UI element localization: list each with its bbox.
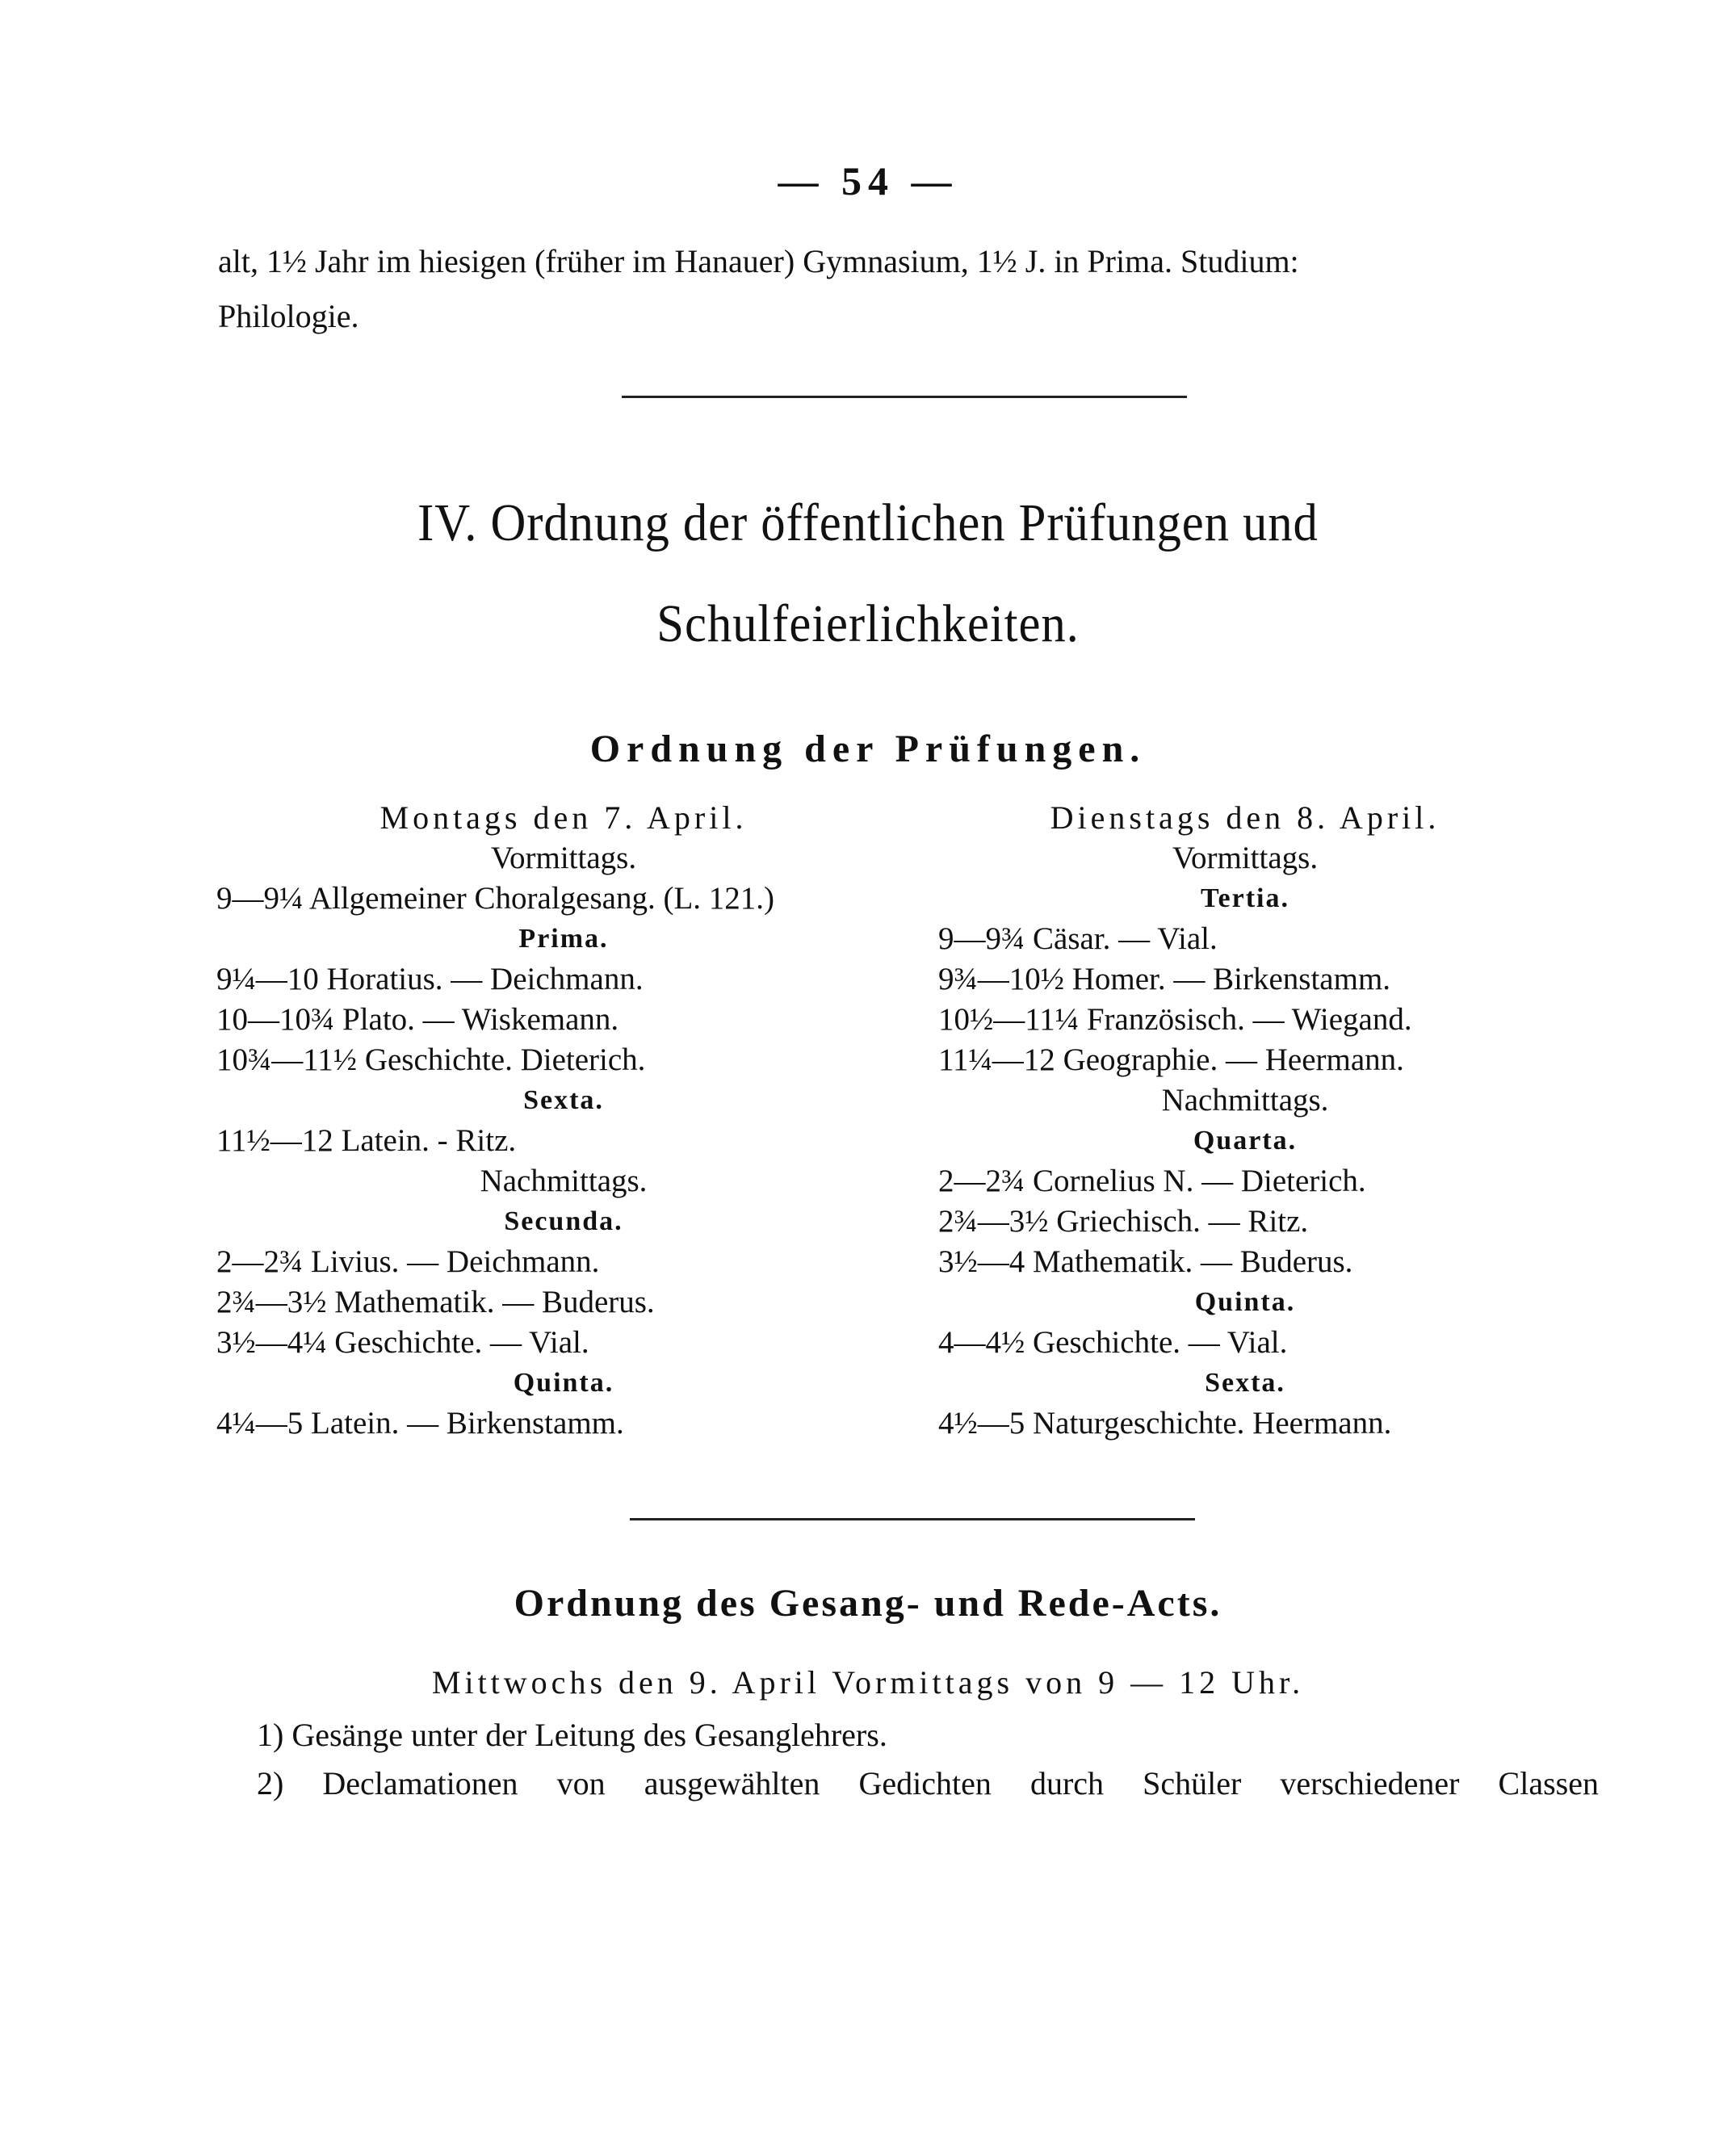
exam-time: 9¾—10½ bbox=[938, 962, 1064, 996]
divider-bottom bbox=[630, 1518, 1195, 1520]
section-title-line-1: IV. Ordnung der öffentlichen Prüfungen und bbox=[417, 493, 1319, 552]
exam-time: 4½—5 bbox=[938, 1406, 1025, 1441]
left-session-label: Vormittags. bbox=[490, 841, 637, 875]
exam-schedule-right bbox=[938, 798, 1552, 1444]
exam-time: 3½—4¼ bbox=[216, 1325, 327, 1360]
left-exam-entry bbox=[216, 1242, 911, 1282]
right-exam-entry bbox=[938, 1000, 1552, 1040]
exam-subject: Livius. — Deichmann. bbox=[303, 1244, 600, 1279]
exam-time: 10½—11¼ bbox=[938, 1002, 1080, 1037]
exams-title: Ordnung der Prüfungen. bbox=[589, 728, 1147, 770]
exam-subject: Geographie. — Heermann. bbox=[1055, 1042, 1404, 1077]
left-exam-entry bbox=[216, 1403, 911, 1444]
left-day-heading: Montags den 7. April. bbox=[379, 799, 748, 836]
exam-time: 11½—12 bbox=[216, 1123, 333, 1158]
intro-line-2: Philologie. bbox=[218, 298, 359, 334]
left-class-heading: Secunda. bbox=[504, 1206, 623, 1236]
exam-subject: Mathematik. — Buderus. bbox=[326, 1285, 655, 1319]
left-session-label: Nachmittags. bbox=[480, 1164, 648, 1198]
exam-subject: Geschichte. Dieterich. bbox=[357, 1042, 646, 1077]
exam-subject: Französisch. — Wiegand. bbox=[1079, 1002, 1412, 1037]
right-exam-entry bbox=[938, 919, 1552, 959]
left-class-heading: Sexta. bbox=[523, 1085, 604, 1115]
acts-item-2: 2) Declamationen von ausgewählten Gedichten durch Schüler verschiedener Classen bbox=[257, 1765, 1599, 1801]
right-class-heading: Tertia. bbox=[1200, 883, 1289, 913]
divider-top bbox=[622, 396, 1187, 398]
exam-time: 9¼—10 bbox=[216, 962, 319, 996]
right-exam-entry bbox=[938, 1403, 1552, 1444]
exam-subject: Plato. — Wiskemann. bbox=[334, 1002, 619, 1037]
left-class-heading: Prima. bbox=[518, 924, 609, 954]
right-exam-entry bbox=[938, 1202, 1552, 1242]
exam-time: 4—4½ bbox=[938, 1325, 1025, 1360]
exam-subject: Naturgeschichte. Heermann. bbox=[1025, 1406, 1392, 1441]
exam-time: 2¾—3½ bbox=[938, 1204, 1049, 1239]
exam-subject: Cornelius N. — Dieterich. bbox=[1025, 1164, 1366, 1198]
right-exam-entry bbox=[938, 1323, 1552, 1363]
page-number: — 54 — bbox=[778, 158, 958, 203]
right-class-heading: Quarta. bbox=[1193, 1126, 1298, 1155]
left-exam-entry bbox=[216, 1040, 911, 1080]
left-exam-entry bbox=[216, 1000, 911, 1040]
left-exam-entry bbox=[216, 1121, 911, 1161]
exam-subject: Geschichte. — Vial. bbox=[1025, 1325, 1288, 1360]
exam-time: 9—9¾ bbox=[938, 921, 1025, 956]
exam-time: 10—10¾ bbox=[216, 1002, 335, 1037]
section-title-line-2: Schulfeierlichkeiten. bbox=[656, 594, 1080, 653]
exam-subject: Griechisch. — Ritz. bbox=[1048, 1204, 1309, 1239]
exam-subject: Latein. — Birkenstamm. bbox=[303, 1406, 624, 1441]
right-session-label: Vormittags. bbox=[1172, 841, 1319, 875]
exam-schedule-left bbox=[216, 798, 911, 1444]
right-class-heading: Sexta. bbox=[1205, 1368, 1285, 1398]
exam-time: 10¾—11½ bbox=[216, 1042, 358, 1077]
right-exam-entry bbox=[938, 1040, 1552, 1080]
exam-time: 2—2¾ bbox=[216, 1244, 304, 1279]
left-exam-entry bbox=[216, 959, 911, 1000]
intro-line-1: alt, 1½ Jahr im hiesigen (früher im Hanauer) Gymnasium, 1½ J. in Prima. Studium: bbox=[218, 243, 1299, 279]
left-exam-entry bbox=[216, 879, 911, 919]
right-exam-entry bbox=[938, 959, 1552, 1000]
left-exam-entry bbox=[216, 1282, 911, 1323]
right-exam-entry bbox=[938, 1242, 1552, 1282]
exam-subject: Geschichte. — Vial. bbox=[326, 1325, 589, 1360]
exam-time: 11¼—12 bbox=[938, 1042, 1055, 1077]
exam-time: 9—9¼ bbox=[216, 881, 304, 916]
acts-item-1: 1) Gesänge unter der Leitung des Gesanglehrers. bbox=[257, 1717, 887, 1753]
exam-time: 2—2¾ bbox=[938, 1164, 1025, 1198]
right-day-heading: Dienstags den 8. April. bbox=[1050, 799, 1440, 836]
left-exam-entry bbox=[216, 1323, 911, 1363]
exam-subject: Latein. - Ritz. bbox=[333, 1123, 517, 1158]
exam-time: 2¾—3½ bbox=[216, 1285, 327, 1319]
acts-title: Ordnung des Gesang- und Rede-Acts. bbox=[514, 1582, 1222, 1625]
exam-time: 4¼—5 bbox=[216, 1406, 304, 1441]
right-class-heading: Quinta. bbox=[1194, 1287, 1296, 1317]
exam-subject: Cäsar. — Vial. bbox=[1025, 921, 1218, 956]
acts-date-line: Mittwochs den 9. April Vormittags von 9 — 12 Uhr. bbox=[431, 1664, 1305, 1701]
left-class-heading: Quinta. bbox=[513, 1368, 614, 1398]
right-exam-entry bbox=[938, 1161, 1552, 1202]
exam-time: 3½—4 bbox=[938, 1244, 1025, 1279]
exam-subject: Horatius. — Deichmann. bbox=[318, 962, 644, 996]
exam-subject: Mathematik. — Buderus. bbox=[1025, 1244, 1353, 1279]
exam-subject: Homer. — Birkenstamm. bbox=[1064, 962, 1391, 996]
right-session-label: Nachmittags. bbox=[1161, 1083, 1329, 1118]
exam-subject: Allgemeiner Choralgesang. (L. 121.) bbox=[303, 881, 775, 916]
